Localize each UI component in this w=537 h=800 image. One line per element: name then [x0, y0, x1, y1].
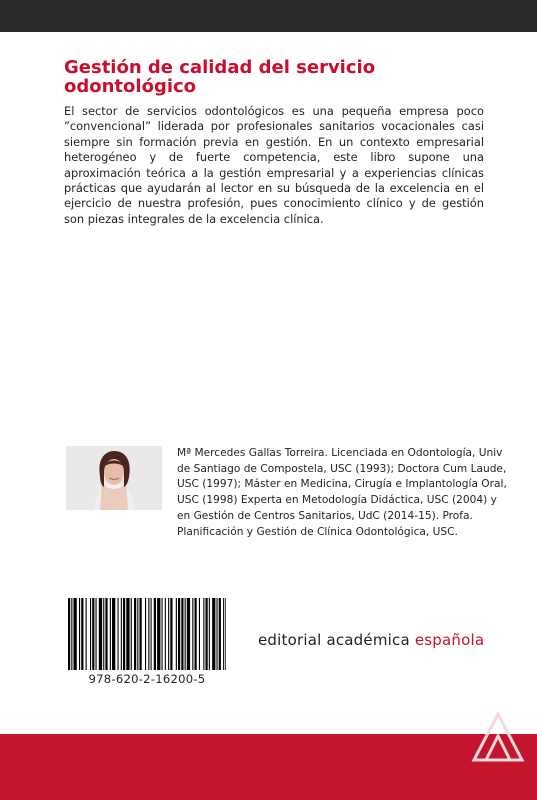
author-photo	[66, 446, 162, 510]
isbn-barcode	[68, 598, 226, 670]
publisher-name-part1: editorial académica	[258, 631, 415, 649]
book-blurb: El sector de servicios odontológicos es una pequeña empresa poco ”convencional” liderada por profesionales sanitarios vocacionales casi siempre sin formación previa en gestión. En un contexto empresarial heterogéneo y de fuerte competencia, este libro supone una aproximación teórica a la gestión empresarial y a experiencias clínicas prácticas que ayudarán al lector en su búsqueda de la excelencia en el ejercicio de nuestra profesión, pues conocimiento clínico y de gestión son piezas integrales de la excelencia clínica.	[64, 104, 484, 226]
publisher-watermark-icon	[470, 708, 526, 764]
bottom-color-band	[0, 734, 537, 800]
book-title: Gestión de calidad del servicio odontológico	[64, 57, 376, 97]
author-bio: Mª Mercedes Gallas Torreira. Licenciada en Odontología, Univ de Santiago de Compostela, USC (1993); Doctora Cum Laude, USC (1997); Máster en Medicina, Cirugía e Implantología Oral, USC (1998) Experta en Metodología Didáctica, USC (2004) y en Gestión de Centros Sanitarios, UdC (2014-15). Profa. Planificación y Gestión de Clínica Odontológica, USC.	[177, 447, 507, 538]
isbn-number: 978-620-2-16200-5	[88, 672, 206, 686]
publisher-logo	[258, 631, 484, 649]
top-color-band	[0, 0, 537, 32]
publisher-name-part2: española	[414, 631, 485, 649]
